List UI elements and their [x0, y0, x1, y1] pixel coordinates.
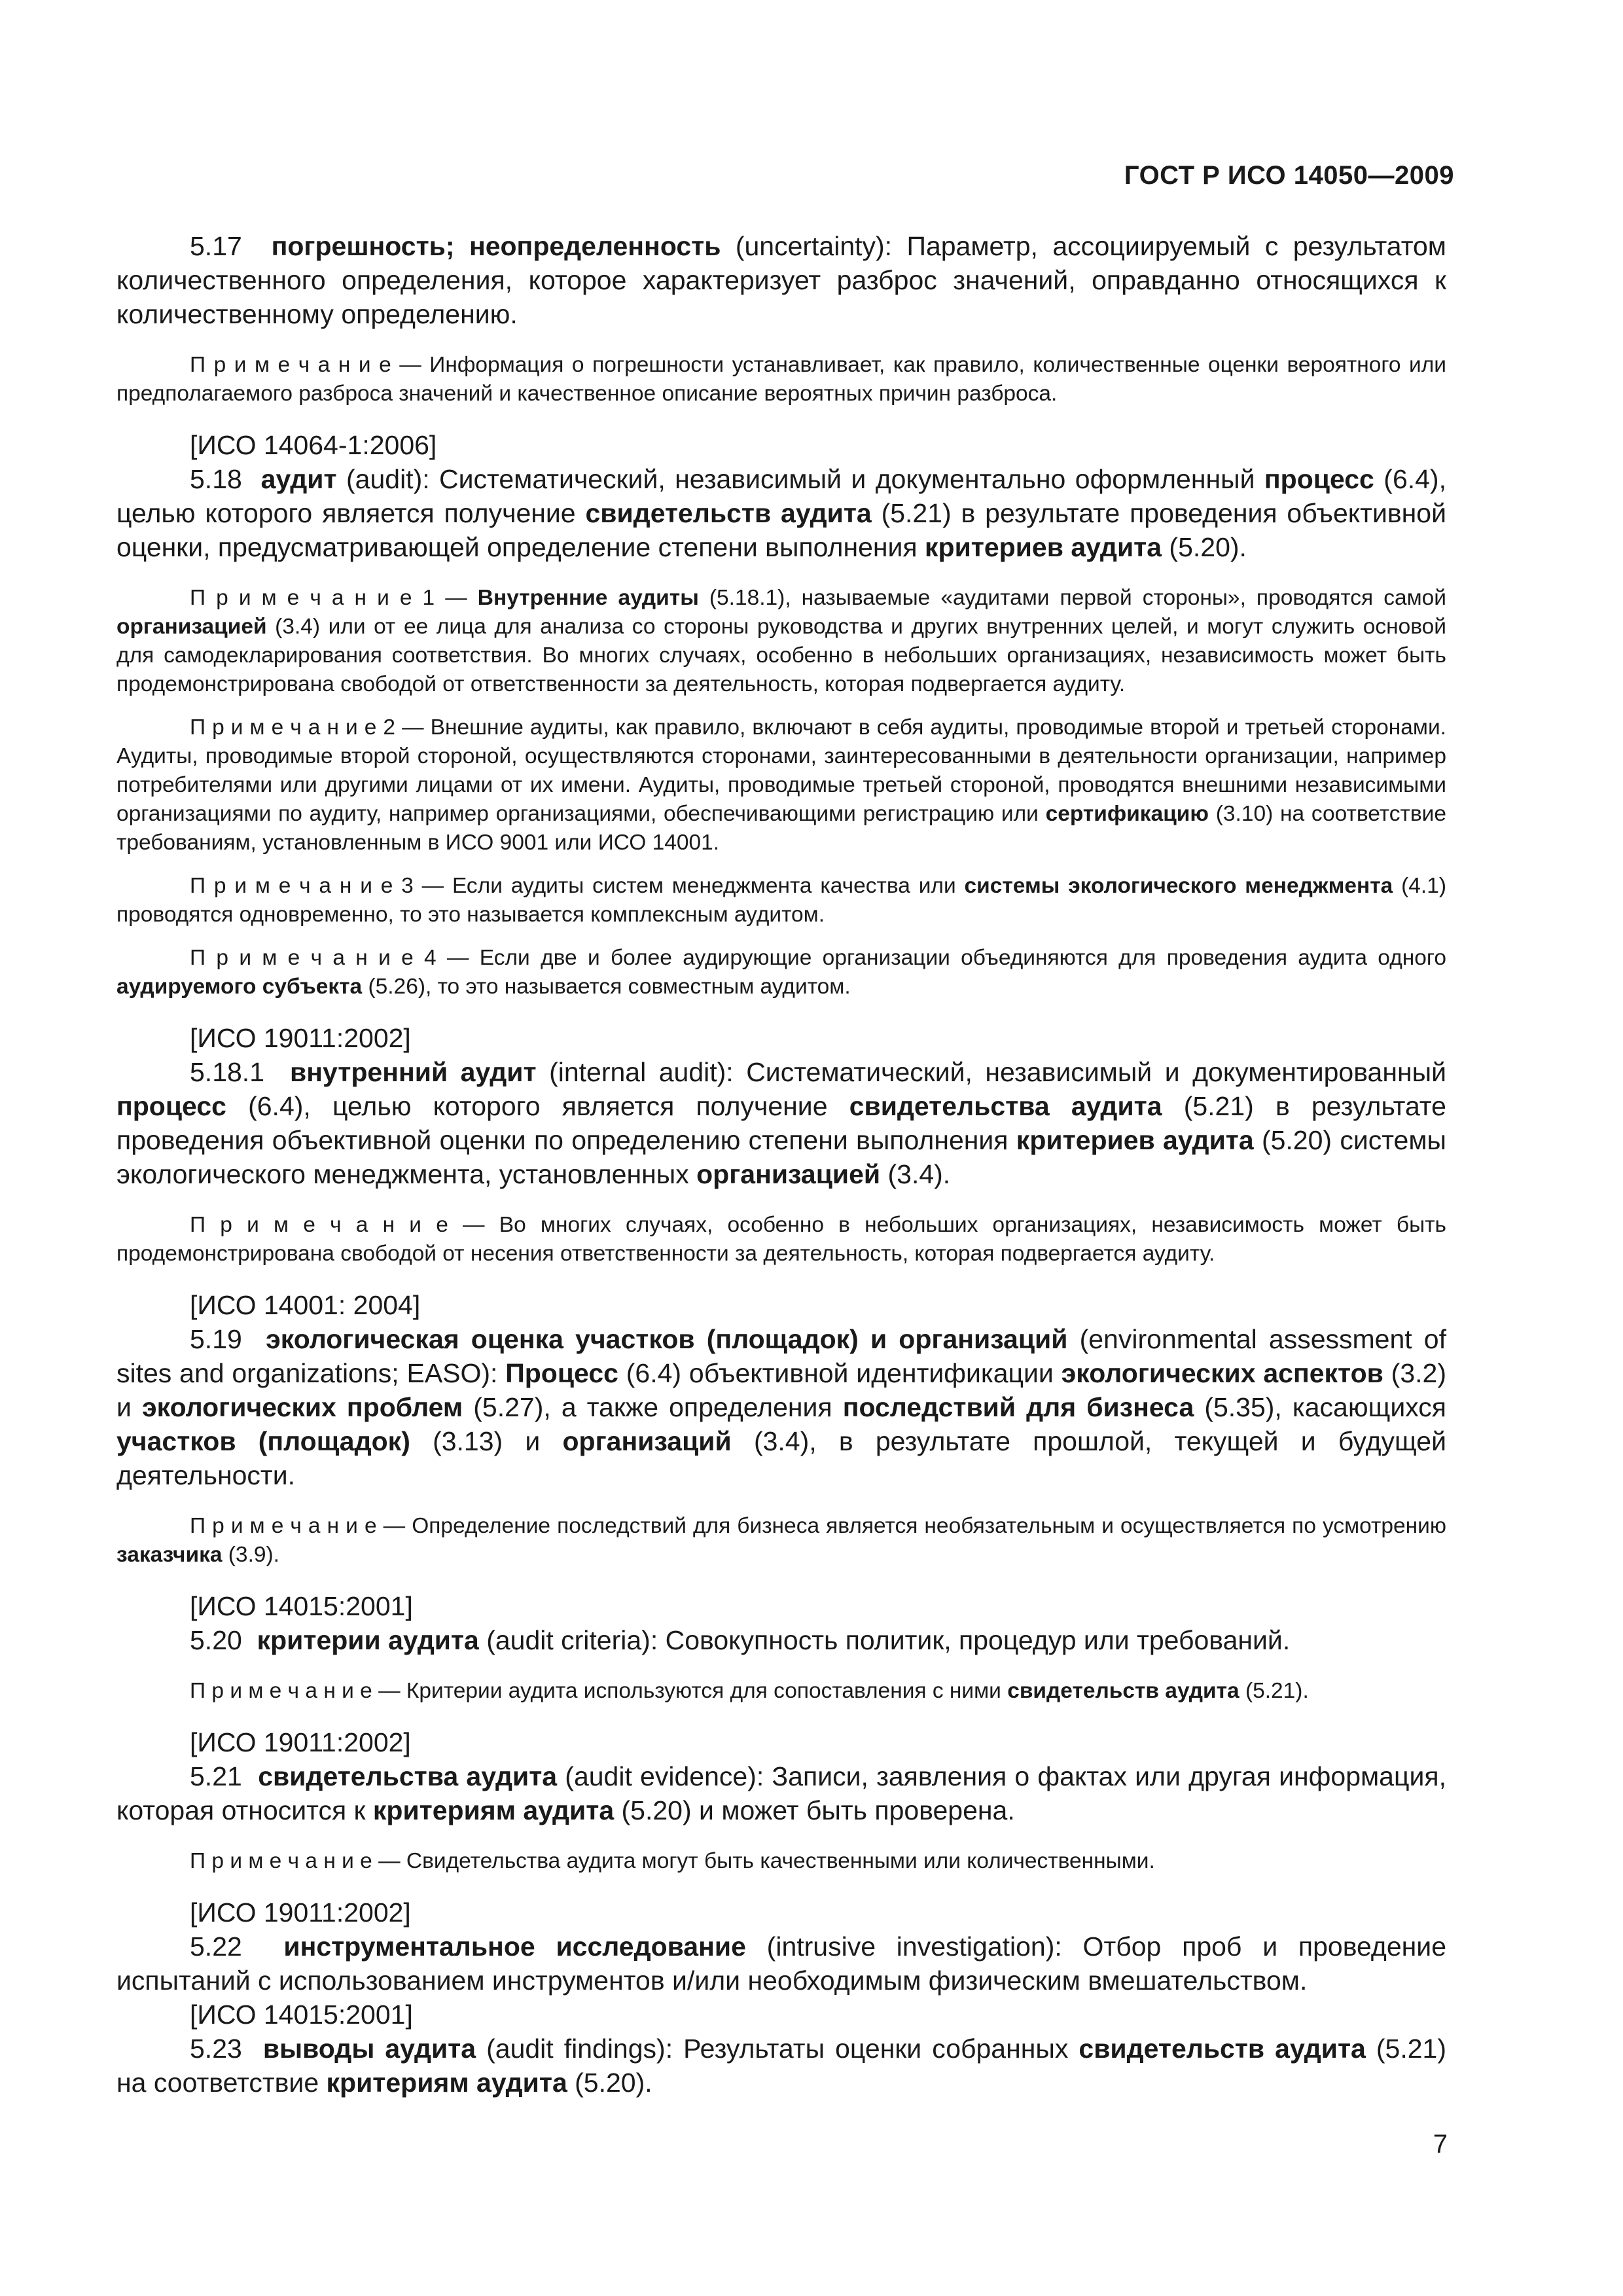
term-reference: системы экологического менеджмента: [964, 874, 1393, 898]
definition-text: (3.13) и: [410, 1426, 563, 1456]
term-reference: сертификацию: [1045, 802, 1209, 826]
note-text: (4.1) проводятся одновременно, то это называется комплексным аудитом.: [116, 874, 1446, 927]
definition-text: (5.35), касающихся: [1194, 1392, 1446, 1422]
term: внутренний аудит: [290, 1057, 537, 1087]
definition-text: (5.21) в результате проведения объективной оценки по определению степени выполнения: [116, 1091, 1446, 1155]
term: инструментальное исследование: [283, 1931, 746, 1962]
note-label: П р и м е ч а н и е 2 —: [190, 715, 431, 740]
note-5-18-1: [116, 584, 1446, 699]
definition-5-18-1: [116, 1055, 1446, 1191]
note-label: П р и м е ч а н и е: [190, 353, 391, 377]
definition-text: (3.2) и: [116, 1358, 1446, 1422]
term-reference: Процесс: [505, 1358, 618, 1388]
definition-text: (audit findings): Результаты оценки собранных: [476, 2034, 1079, 2064]
definition-text: (audit evidence): Записи, заявления о фактах или другая информация, которая относится к: [116, 1761, 1446, 1825]
note-5-17: [116, 351, 1446, 408]
definition-text: (environmental assessment of sites and organizations; EASO):: [116, 1324, 1446, 1388]
definition-5-19: [116, 1322, 1446, 1492]
note-text: Если аудиты систем менеджмента качества или: [452, 874, 965, 898]
note-text: (5.26), то это называется совместным аудитом.: [362, 975, 851, 999]
note-label: П р и м е ч а н и е 1 —: [190, 586, 478, 610]
term-reference: участков (площадок): [116, 1426, 410, 1456]
entry-number: 5.23: [190, 2034, 242, 2064]
source-reference: [ИСО 14001: 2004]: [190, 1290, 421, 1320]
note-5-20: [116, 1677, 1446, 1706]
term-reference: организаций: [562, 1426, 732, 1456]
term-reference: свидетельств аудита: [585, 498, 872, 528]
term-reference: организацией: [116, 615, 267, 639]
note-label: П р и м е ч а н и е: [190, 1213, 448, 1237]
source-reference: [ИСО 14015:2001]: [190, 2000, 413, 2030]
note-5-18-3: [116, 872, 1446, 929]
definition-5-20: [116, 1623, 1446, 1657]
definition-5-22: [116, 1929, 1446, 1998]
entry-number: 5.21: [190, 1761, 242, 1791]
entry-number: 5.18.1: [190, 1057, 264, 1087]
term: аудит: [260, 464, 337, 494]
term: выводы аудита: [262, 2034, 476, 2064]
term-reference: свидетельств аудита: [1079, 2034, 1366, 2064]
definition-5-17: [116, 229, 1446, 331]
term-reference: процесс: [116, 1091, 226, 1121]
source-reference: [ИСО 19011:2002]: [190, 1023, 411, 1053]
source-reference: [ИСО 14064-1:2006]: [190, 430, 437, 460]
note-text: (3.9).: [222, 1543, 279, 1567]
definition-text: (5.27), а также определения: [463, 1392, 843, 1422]
entry-number: 5.17: [190, 231, 242, 261]
term-reference: экологических проблем: [141, 1392, 463, 1422]
definition-text: (3.4).: [880, 1159, 951, 1189]
note-label: П р и м е ч а н и е: [190, 1514, 377, 1538]
definition-text: (5.20).: [567, 2068, 652, 2098]
definition-text: (3.4), в результате прошлой, текущей и будущей деятельности.: [116, 1426, 1446, 1490]
definition-5-18: [116, 462, 1446, 564]
term: критерии аудита: [257, 1625, 479, 1655]
term-reference: процесс: [1264, 464, 1374, 494]
note-text: — Свидетельства аудита могут быть качественными или количественными.: [378, 1849, 1155, 1873]
note-label: П р и м е ч а н и е 4 —: [190, 946, 480, 970]
term-reference: критериев аудита: [925, 532, 1162, 562]
note-5-19: [116, 1512, 1446, 1570]
term-reference: свидетельств аудита: [1007, 1679, 1240, 1703]
note-text: (5.21).: [1239, 1679, 1309, 1703]
definition-text: (5.20) системы экологического менеджмента, установленных: [116, 1125, 1446, 1189]
term-reference: критериям аудита: [372, 1795, 615, 1825]
entry-number: 5.19: [190, 1324, 242, 1354]
source-reference: [ИСО 14015:2001]: [190, 1591, 413, 1621]
note-text: — Во многих случаях, особенно в небольших организациях, независимость может быть продемонстрирована свободой от несения ответственности за деятельность, которая подвергается аудиту.: [116, 1213, 1446, 1266]
note-label: П р и м е ч а н и е 3 —: [190, 874, 452, 898]
note-5-18-4: [116, 944, 1446, 1001]
term-reference: критериев аудита: [1016, 1125, 1254, 1155]
term: экологическая оценка участков (площадок) и организаций: [266, 1324, 1068, 1354]
entry-number: 5.18: [190, 464, 242, 494]
term-reference: критериям аудита: [326, 2068, 567, 2098]
note-5-18-2: [116, 713, 1446, 857]
note-text: — Критерии аудита используются для сопоставления с ними: [378, 1679, 1008, 1703]
definition-text: (5.21) на соответствие: [116, 2034, 1446, 2098]
definition-text: (5.21) в результате проведения объективной оценки, предусматривающей определение степени выполнения: [116, 498, 1446, 562]
definition-text: (intrusive investigation): Отбор проб и проведение испытаний с использованием инструментов и/или необходимым физическим вмешательством.: [116, 1931, 1446, 1996]
definition-text: (6.4), целью которого является получение: [226, 1091, 849, 1121]
term: свидетельства аудита: [258, 1761, 558, 1791]
definition-text: (6.4), целью которого является получение: [116, 464, 1446, 528]
note-label: П р и м е ч а н и е: [190, 1849, 372, 1873]
note-5-21: [116, 1847, 1446, 1876]
note-text: Если две и более аудирующие организации объединяются для проведения аудита одного: [479, 946, 1446, 970]
definition-text: (audit criteria): Совокупность политик, процедур или требований.: [478, 1625, 1291, 1655]
term-reference: организацией: [696, 1159, 881, 1189]
source-reference: [ИСО 19011:2002]: [190, 1897, 411, 1928]
page-number: 7: [1433, 2130, 1448, 2159]
term-reference: заказчика: [116, 1543, 223, 1567]
definition-text: (internal audit): Систематический, независимый и документированный: [536, 1057, 1446, 1087]
note-text: — Информация о погрешности устанавливает, как правило, количественные оценки вероятного или предполагаемого разброса значений и качественное описание вероятных причин разброса.: [116, 353, 1446, 406]
note-text: Внешние аудиты, как правило, включают в себя аудиты, проводимые второй и третьей сторонами. Аудиты, проводимые второй стороной, осуществляются сторонами, заинтересованными в деятельности организации, например потребителями или другими лицами от их имени. Аудиты, проводимые третьей стороной, проводятся внешними независимыми организациями по аудиту, например организациями, обеспечивающими регистрацию или: [116, 715, 1446, 826]
definition-text: (5.20) и может быть проверена.: [614, 1795, 1015, 1825]
term-reference: последствий для бизнеса: [842, 1392, 1194, 1422]
definition-5-23: [116, 2032, 1446, 2100]
note-label: П р и м е ч а н и е: [190, 1679, 372, 1703]
document-header: ГОСТ Р ИСО 14050—2009: [1124, 161, 1454, 190]
definition-text: (audit): Систематический, независимый и документально оформленный: [336, 464, 1264, 494]
definition-text: (5.20).: [1162, 532, 1247, 562]
definition-text: (6.4) объективной идентификации: [618, 1358, 1061, 1388]
term: погрешность; неопределенность: [271, 231, 721, 261]
note-text: — Определение последствий для бизнеса является необязательным и осуществляется по усмотрению: [383, 1514, 1447, 1538]
entry-number: 5.20: [190, 1625, 242, 1655]
document-body: [116, 229, 1446, 2100]
term-reference: экологических аспектов: [1061, 1358, 1383, 1388]
term-reference: аудируемого субъекта: [116, 975, 363, 999]
definition-text: (uncertainty): Параметр, ассоциируемый с результатом количественного определения, которое характеризует разброс значений, оправданно относящихся к количественному определению.: [116, 231, 1446, 329]
term-reference: свидетельства аудита: [849, 1091, 1162, 1121]
note-text: (3.10) на соответствие требованиям, установленным в ИСО 9001 или ИСО 14001.: [116, 802, 1446, 855]
note-text: (3.4) или от ее лица для анализа со стороны руководства и других внутренних целей, и могут служить основой для самодекларирования соответствия. Во многих случаях, особенно в небольших организациях, независимость может быть продемонстрирована свободой от ответственности за деятельность, которая подвергается аудиту.: [116, 615, 1446, 696]
definition-5-21: [116, 1759, 1446, 1827]
note-5-18-1-single: [116, 1211, 1446, 1268]
entry-number: 5.22: [190, 1931, 242, 1962]
note-text: (5.18.1), называемые «аудитами первой стороны», проводятся самой: [698, 586, 1446, 610]
source-reference: [ИСО 19011:2002]: [190, 1727, 411, 1757]
term-reference: Внутренние аудиты: [477, 586, 699, 610]
